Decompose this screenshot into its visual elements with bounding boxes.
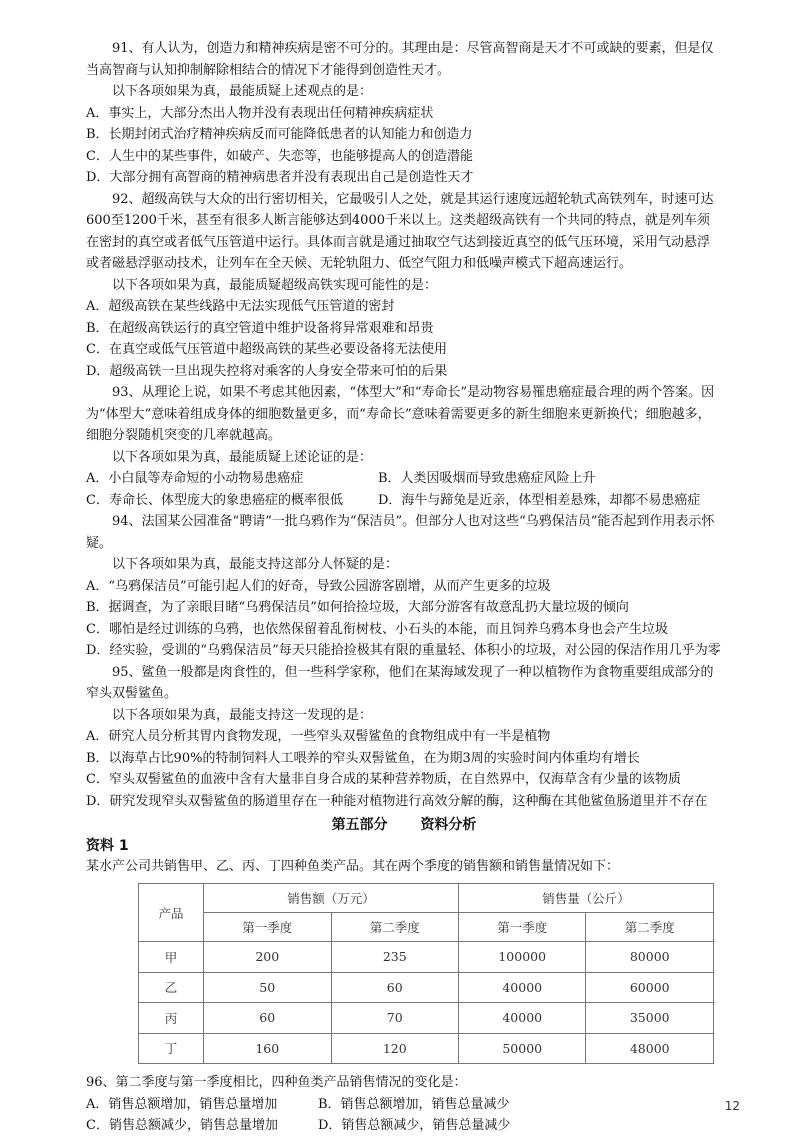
question-93-ask: 以下各项如果为真，最能质疑上述论证的是：: [112, 449, 373, 465]
table-cell-product: 丙: [139, 1003, 204, 1034]
question-96-option-b: B．销售总额增加，销售总量减少: [318, 1096, 510, 1112]
question-92-ask: 以下各项如果为真，最能质疑超级高铁实现可能性的是：: [112, 277, 438, 293]
table-cell: 60000: [586, 972, 714, 1003]
question-93-option-a: A．小白鼠等寿命短的小动物易患癌症: [86, 471, 304, 486]
table-cell: 60: [204, 1003, 331, 1034]
table-row: [139, 1003, 714, 1034]
question-92-option-c: C．在真空或低气压管道中超级高铁的某些必要设备将无法使用: [86, 342, 447, 357]
sales-data-table: [138, 883, 714, 1064]
question-91-option-b: B．长期封闭式治疗精神疾病反而可能降低患者的认知能力和创造力: [86, 127, 473, 142]
question-91-option-d: D．大部分拥有高智商的精神病患者并没有表现出自己是创造性天才: [86, 170, 474, 185]
question-92-option-b: B．在超级高铁运行的真空管道中维护设备将异常艰难和昂贵: [86, 320, 434, 336]
table-cell: 70: [331, 1003, 458, 1034]
table-cell: 40000: [458, 1003, 585, 1034]
table-subheader: 第一季度: [458, 913, 585, 942]
table-subheader: 第二季度: [586, 913, 714, 942]
question-96-options-row-1: [86, 1094, 722, 1116]
question-93-option-d: D．海牛与蹄兔是近亲，体型相差悬殊，却都不易患癌症: [378, 492, 701, 508]
table-cell: 60: [331, 972, 458, 1003]
table-cell: 50000: [458, 1033, 585, 1064]
question-95-ask: 以下各项如果为真，最能支持这一发现的是：: [112, 707, 373, 723]
material-title: 资料 1: [86, 838, 129, 854]
question-96-option-c: C．销售总额减少，销售总量增加: [86, 1118, 278, 1133]
table-cell: 120: [331, 1033, 458, 1064]
table-subheader: 第二季度: [331, 913, 458, 942]
page-content: [86, 38, 722, 1137]
question-96-options-row-2: [86, 1115, 722, 1137]
question-96-option-a: A．销售总额增加，销售总量增加: [86, 1096, 278, 1112]
question-94-option-a: A．“乌鸦保洁员”可能引起人们的好奇，导致公园游客剧增，从而产生更多的垃圾: [86, 578, 551, 594]
question-95-option-c: C．窄头双髻鲨鱼的血液中含有大量非自身合成的某种营养物质，在自然界中，仅海草含有少量的该物质: [86, 772, 681, 787]
page-number: 12: [724, 1099, 740, 1113]
table-cell: 40000: [458, 972, 585, 1003]
table-header-volume: 销售量（公斤）: [458, 884, 713, 913]
question-93-option-c: C．寿命长、体型庞大的象患癌症的概率很低: [86, 492, 343, 508]
table-row: [139, 1033, 714, 1064]
table-cell-product: 甲: [139, 942, 204, 973]
question-96-option-d: D．销售总额减少，销售总量减少: [318, 1118, 511, 1133]
question-95-option-a: A．研究人员分析其胃内食物发现，一些窄头双髻鲨鱼的食物组成中有一半是植物: [86, 729, 551, 744]
table-subheader: 第一季度: [204, 913, 331, 942]
question-91-stem: 91、有人认为，创造力和精神疾病是密不可分的。其理由是：尽管高智商是天才不可或缺的要素，但是仅当高智商与认知抑制解除相结合的情况下才能得到创造性天才。: [86, 41, 714, 78]
section-heading: [86, 814, 722, 836]
material-intro: 某水产公司共销售甲、乙、丙、丁四种鱼类产品。其在两个季度的销售额和销售量情况如下：: [86, 859, 620, 874]
question-95-stem: 95、鲨鱼一般都是肉食性的，但一些科学家称，他们在某海域发现了一种以植物作为食物重要组成部分的窄头双髻鲨鱼。: [86, 664, 714, 701]
table-header-sales: 销售额（万元）: [204, 884, 459, 913]
question-94-ask: 以下各项如果为真，最能支持这部分人怀疑的是：: [112, 557, 399, 572]
section-part-label: 第五部分: [331, 817, 388, 833]
question-93-options-row-1: [86, 468, 722, 490]
table-subheader-row: [139, 913, 714, 942]
table-row: [139, 942, 714, 973]
question-92-option-d: D．超级高铁一旦出现失控将对乘客的人身安全带来可怕的后果: [86, 363, 448, 379]
question-93-options-row-2: [86, 490, 722, 512]
question-93-option-b: B．人类因吸烟而导致患癌症风险上升: [378, 471, 596, 486]
question-94-option-b: B．据调查，为了亲眼目睹“乌鸦保洁员”如何拾捡垃圾，大部分游客有故意乱扔大量垃圾的倾向: [86, 600, 629, 615]
question-91-ask: 以下各项如果为真，最能质疑上述观点的是：: [112, 84, 373, 99]
question-91-option-c: C．人生中的某些事件，如破产、失恋等，也能够提高人的创造潜能: [86, 148, 473, 164]
table-cell: 50: [204, 972, 331, 1003]
table-cell: 48000: [586, 1033, 714, 1064]
table-cell: 35000: [586, 1003, 714, 1034]
table-row: [139, 972, 714, 1003]
table-cell: 160: [204, 1033, 331, 1064]
table-cell: 200: [204, 942, 331, 973]
question-95-option-d: D．研究发现窄头双髻鲨鱼的肠道里存在一种能对植物进行高效分解的酶，这种酶在其他鲨鱼肠道里并不存在: [86, 793, 708, 809]
table-header-product: 产品: [139, 884, 204, 942]
table-cell: 100000: [458, 942, 585, 973]
section-name-label: 资料分析: [420, 817, 477, 833]
question-94-stem: 94、法国某公园准备“聘请”一批乌鸦作为“保洁员”。但部分人也对这些“乌鸦保洁员”能否起到作用表示怀疑。: [86, 514, 715, 551]
question-92-option-a: A．超级高铁在某些线路中无法实现低气压管道的密封: [86, 299, 395, 314]
question-91-option-a: A．事实上，大部分杰出人物并没有表现出任何精神疾病症状: [86, 105, 434, 121]
question-93-stem: 93、从理论上说，如果不考虑其他因素，“体型大”和“寿命长”是动物容易罹患癌症最合理的两个答案。因为“体型大”意味着组成身体的细胞数量更多，而“寿命长”意味着需要更多的新生细胞来更新换代；细胞越多，细胞分裂随机突变的几率就越高。: [86, 385, 715, 443]
table-cell: 80000: [586, 942, 714, 973]
table-cell-product: 乙: [139, 972, 204, 1003]
question-94-option-c: C．哪怕是经过训练的乌鸦，也依然保留着乱衔树枝、小石头的本能，而且饲养乌鸦本身也会产生垃圾: [86, 621, 668, 637]
question-96-stem: 96、第二季度与第一季度相比，四种鱼类产品销售情况的变化是：: [86, 1075, 467, 1090]
table-cell-product: 丁: [139, 1033, 204, 1064]
table-header-row: [139, 884, 714, 913]
question-92-stem: 92、超级高铁与大众的出行密切相关，它最吸引人之处，就是其运行速度远超轮轨式高铁列车，时速可达600至1200千米，甚至有很多人断言能够达到4000千米以上。这类超级高铁有一个共同的特点，就是列车须在密封的真空或者低气压管道中运行。具体而言就是通过抽取空气达到接近真空的低气压环境，采用气动悬浮或者磁悬浮驱动技术，让列车在全天候、无轮轨阻力、低空气阻力和低噪声模式下超高速运行。: [86, 191, 714, 271]
table-cell: 235: [331, 942, 458, 973]
question-95-option-b: B．以海草占比90%的特制饲料人工喂养的窄头双髻鲨鱼，在为期3周的实验时间内体重均有增长: [86, 750, 640, 766]
question-94-option-d: D．经实验，受训的“乌鸦保洁员”每天只能拾捡极其有限的重量轻、体积小的垃圾，对公园的保洁作用几乎为零: [86, 643, 721, 658]
